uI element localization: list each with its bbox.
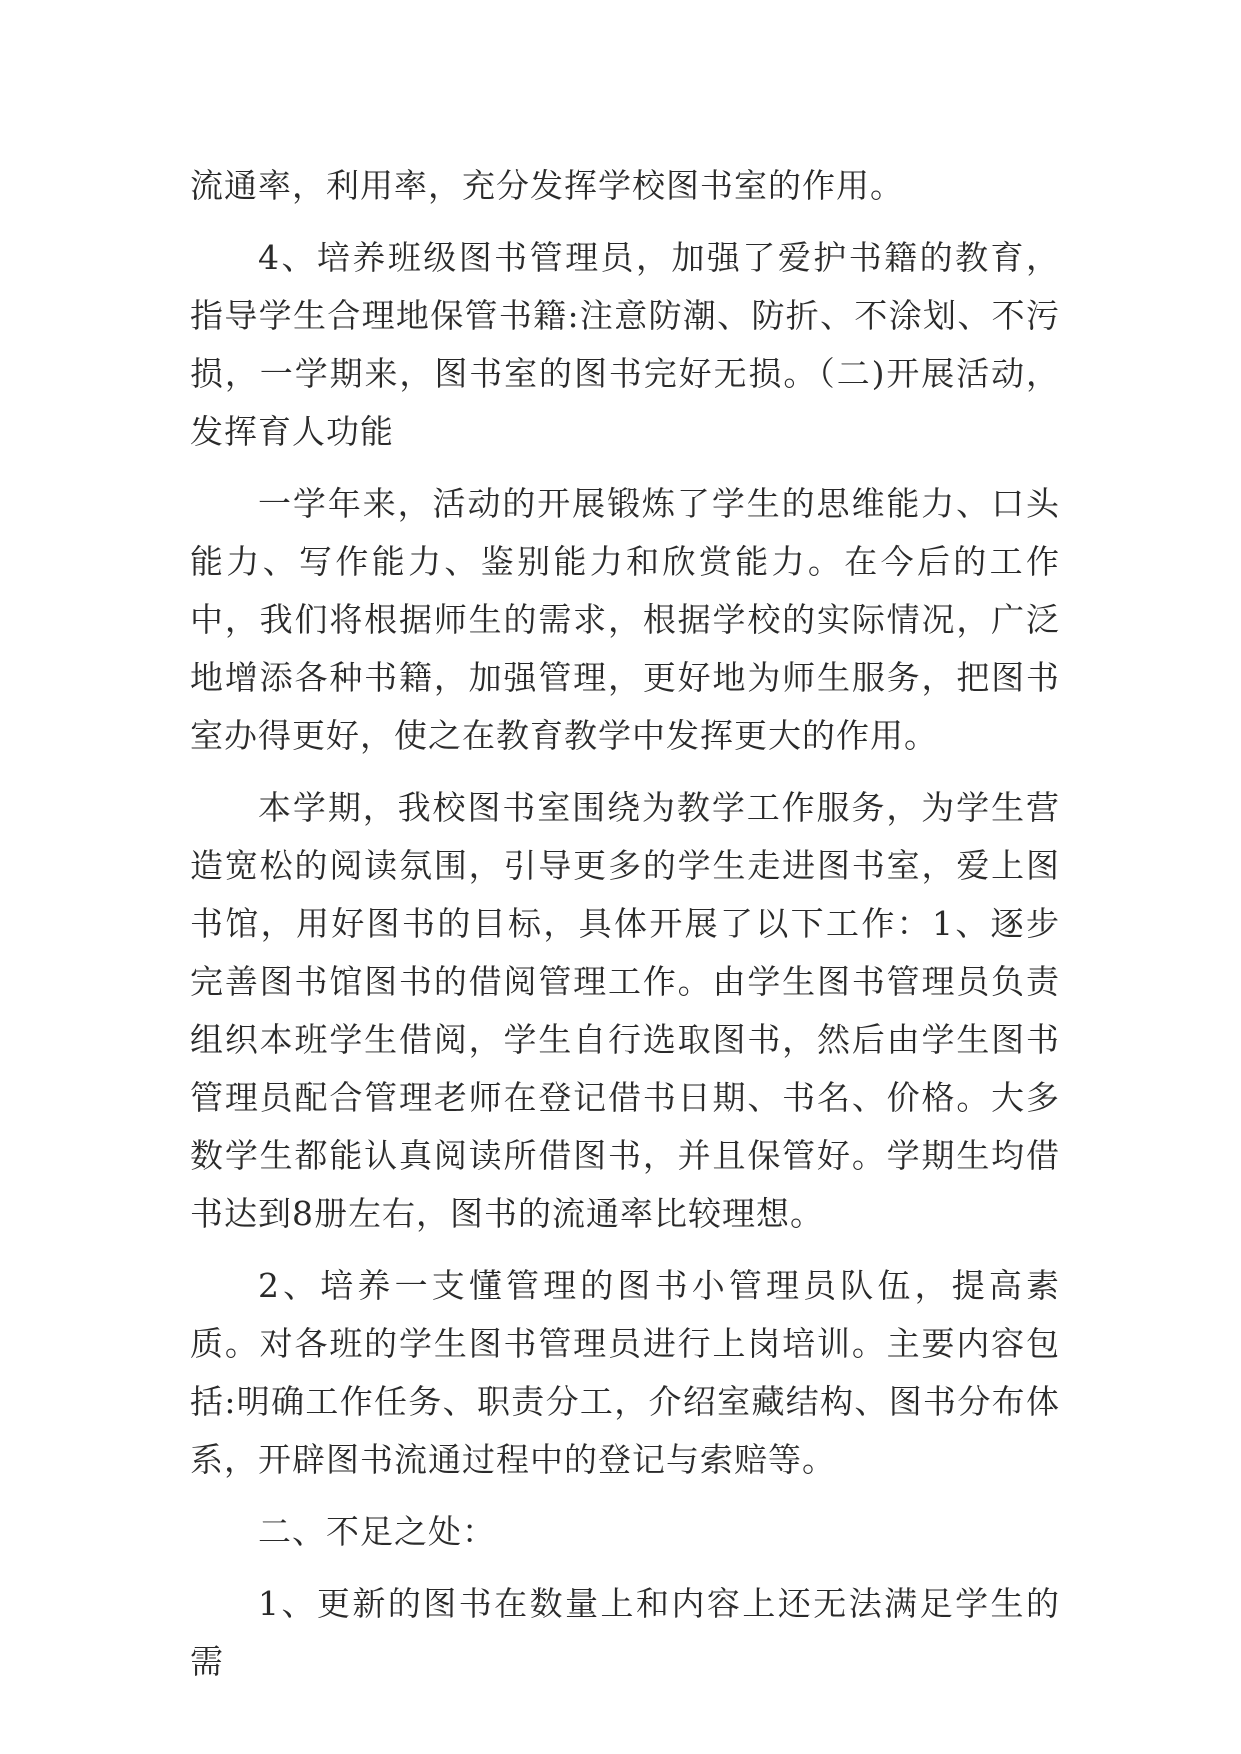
paragraph-7: 1、更新的图书在数量上和内容上还无法满足学生的需 <box>190 1584 1060 1681</box>
document-body <box>190 157 1060 1705</box>
paragraph-5: 2、培养一支懂管理的图书小管理员队伍，提高素质。对各班的学生图书管理员进行上岗培训。主要内容包括:明确工作任务、职责分工，介绍室藏结构、图书分布体系，开辟图书流通过程中的登记与索赔等。 <box>190 1266 1060 1479</box>
section-heading-shortcomings: 二、不足之处： <box>258 1512 496 1551</box>
paragraph-1: 流通率，利用率，充分发挥学校图书室的作用。 <box>190 166 904 205</box>
paragraph-3: 一学年来，活动的开展锻炼了学生的思维能力、口头能力、写作能力、鉴别能力和欣赏能力。在今后的工作中，我们将根据师生的需求，根据学校的实际情况，广泛地增添各种书籍，加强管理，更好地为师生服务，把图书室办得更好，使之在教育教学中发挥更大的作用。 <box>190 484 1060 755</box>
paragraph-2: 4、培养班级图书管理员，加强了爱护书籍的教育，指导学生合理地保管书籍:注意防潮、防折、不涂划、不污损，一学期来，图书室的图书完好无损。（二)开展活动，发挥育人功能 <box>190 238 1060 451</box>
paragraph-4: 本学期，我校图书室围绕为教学工作服务，为学生营造宽松的阅读氛围，引导更多的学生走进图书室，爱上图书馆，用好图书的目标，具体开展了以下工作：1、逐步完善图书馆图书的借阅管理工作。由学生图书管理员负责组织本班学生借阅，学生自行选取图书，然后由学生图书管理员配合管理老师在登记借书日期、书名、价格。大多数学生都能认真阅读所借图书，并且保管好。学期生均借书达到8册左右，图书的流通率比较理想。 <box>190 788 1060 1233</box>
